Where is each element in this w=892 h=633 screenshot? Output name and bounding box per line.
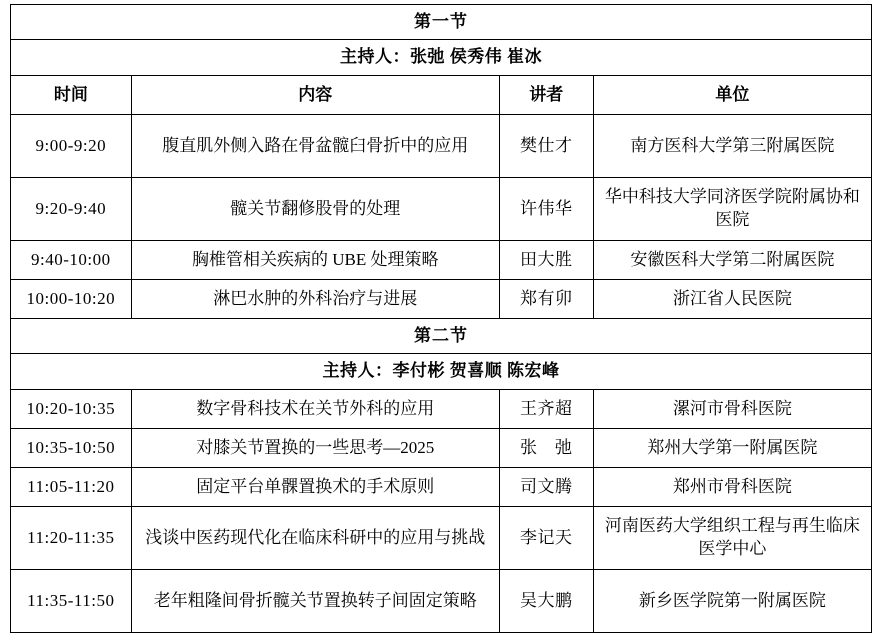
section-title: 第一节 — [11, 5, 872, 40]
row-time: 10:20-10:35 — [11, 390, 132, 429]
row-time: 11:20-11:35 — [11, 507, 132, 570]
table-row — [11, 507, 872, 570]
row-speaker: 王齐超 — [499, 390, 593, 429]
chair-row — [11, 354, 872, 390]
header-topic: 内容 — [131, 76, 499, 115]
header-unit: 单位 — [593, 76, 871, 115]
header-time: 时间 — [11, 76, 132, 115]
row-unit: 河南医药大学组织工程与再生临床医学中心 — [593, 507, 871, 570]
row-topic: 数字骨科技术在关节外科的应用 — [131, 390, 499, 429]
chair-cell — [11, 40, 872, 76]
row-unit: 浙江省人民医院 — [593, 280, 871, 319]
table-row — [11, 280, 872, 319]
row-topic: 老年粗隆间骨折髋关节置换转子间固定策略 — [131, 570, 499, 633]
agenda-body — [11, 5, 872, 633]
row-speaker: 张 弛 — [499, 429, 593, 468]
row-speaker: 司文腾 — [499, 468, 593, 507]
table-row — [11, 570, 872, 633]
chair-label: 主持人： — [322, 361, 393, 381]
agenda-table — [10, 4, 872, 633]
row-topic: 固定平台单髁置换术的手术原则 — [131, 468, 499, 507]
row-topic: 对膝关节置换的一些思考—2025 — [131, 429, 499, 468]
row-unit: 南方医科大学第三附属医院 — [593, 115, 871, 178]
row-speaker: 樊仕才 — [499, 115, 593, 178]
table-header-row — [11, 76, 872, 115]
row-speaker: 田大胜 — [499, 241, 593, 280]
table-row — [11, 390, 872, 429]
header-speaker: 讲者 — [499, 76, 593, 115]
row-unit: 漯河市骨科医院 — [593, 390, 871, 429]
row-time: 9:40-10:00 — [11, 241, 132, 280]
table-row — [11, 241, 872, 280]
row-speaker: 吴大鹏 — [499, 570, 593, 633]
row-unit: 新乡医学院第一附属医院 — [593, 570, 871, 633]
row-unit: 华中科技大学同济医学院附属协和医院 — [593, 178, 871, 241]
row-time: 11:05-11:20 — [11, 468, 132, 507]
row-time: 9:20-9:40 — [11, 178, 132, 241]
section-title-row — [11, 319, 872, 354]
row-time: 10:35-10:50 — [11, 429, 132, 468]
row-unit: 郑州大学第一附属医院 — [593, 429, 871, 468]
row-time: 10:00-10:20 — [11, 280, 132, 319]
row-topic: 髋关节翻修股骨的处理 — [131, 178, 499, 241]
chair-names: 张弛 侯秀伟 崔冰 — [410, 47, 542, 67]
chair-row — [11, 40, 872, 76]
row-time: 9:00-9:20 — [11, 115, 132, 178]
table-row — [11, 178, 872, 241]
chair-cell — [11, 354, 872, 390]
row-speaker: 许伟华 — [499, 178, 593, 241]
row-unit: 郑州市骨科医院 — [593, 468, 871, 507]
table-row — [11, 115, 872, 178]
row-speaker: 郑有卯 — [499, 280, 593, 319]
row-topic: 胸椎管相关疾病的 UBE 处理策略 — [131, 241, 499, 280]
row-topic: 浅谈中医药现代化在临床科研中的应用与挑战 — [131, 507, 499, 570]
row-time: 11:35-11:50 — [11, 570, 132, 633]
table-row — [11, 468, 872, 507]
row-topic: 腹直肌外侧入路在骨盆髋臼骨折中的应用 — [131, 115, 499, 178]
row-speaker: 李记天 — [499, 507, 593, 570]
chair-label: 主持人： — [340, 47, 410, 67]
row-unit: 安徽医科大学第二附属医院 — [593, 241, 871, 280]
section-title-row — [11, 5, 872, 40]
chair-names: 李付彬 贺喜顺 陈宏峰 — [392, 361, 560, 381]
section-title: 第二节 — [11, 319, 872, 354]
table-row — [11, 429, 872, 468]
row-topic: 淋巴水肿的外科治疗与进展 — [131, 280, 499, 319]
